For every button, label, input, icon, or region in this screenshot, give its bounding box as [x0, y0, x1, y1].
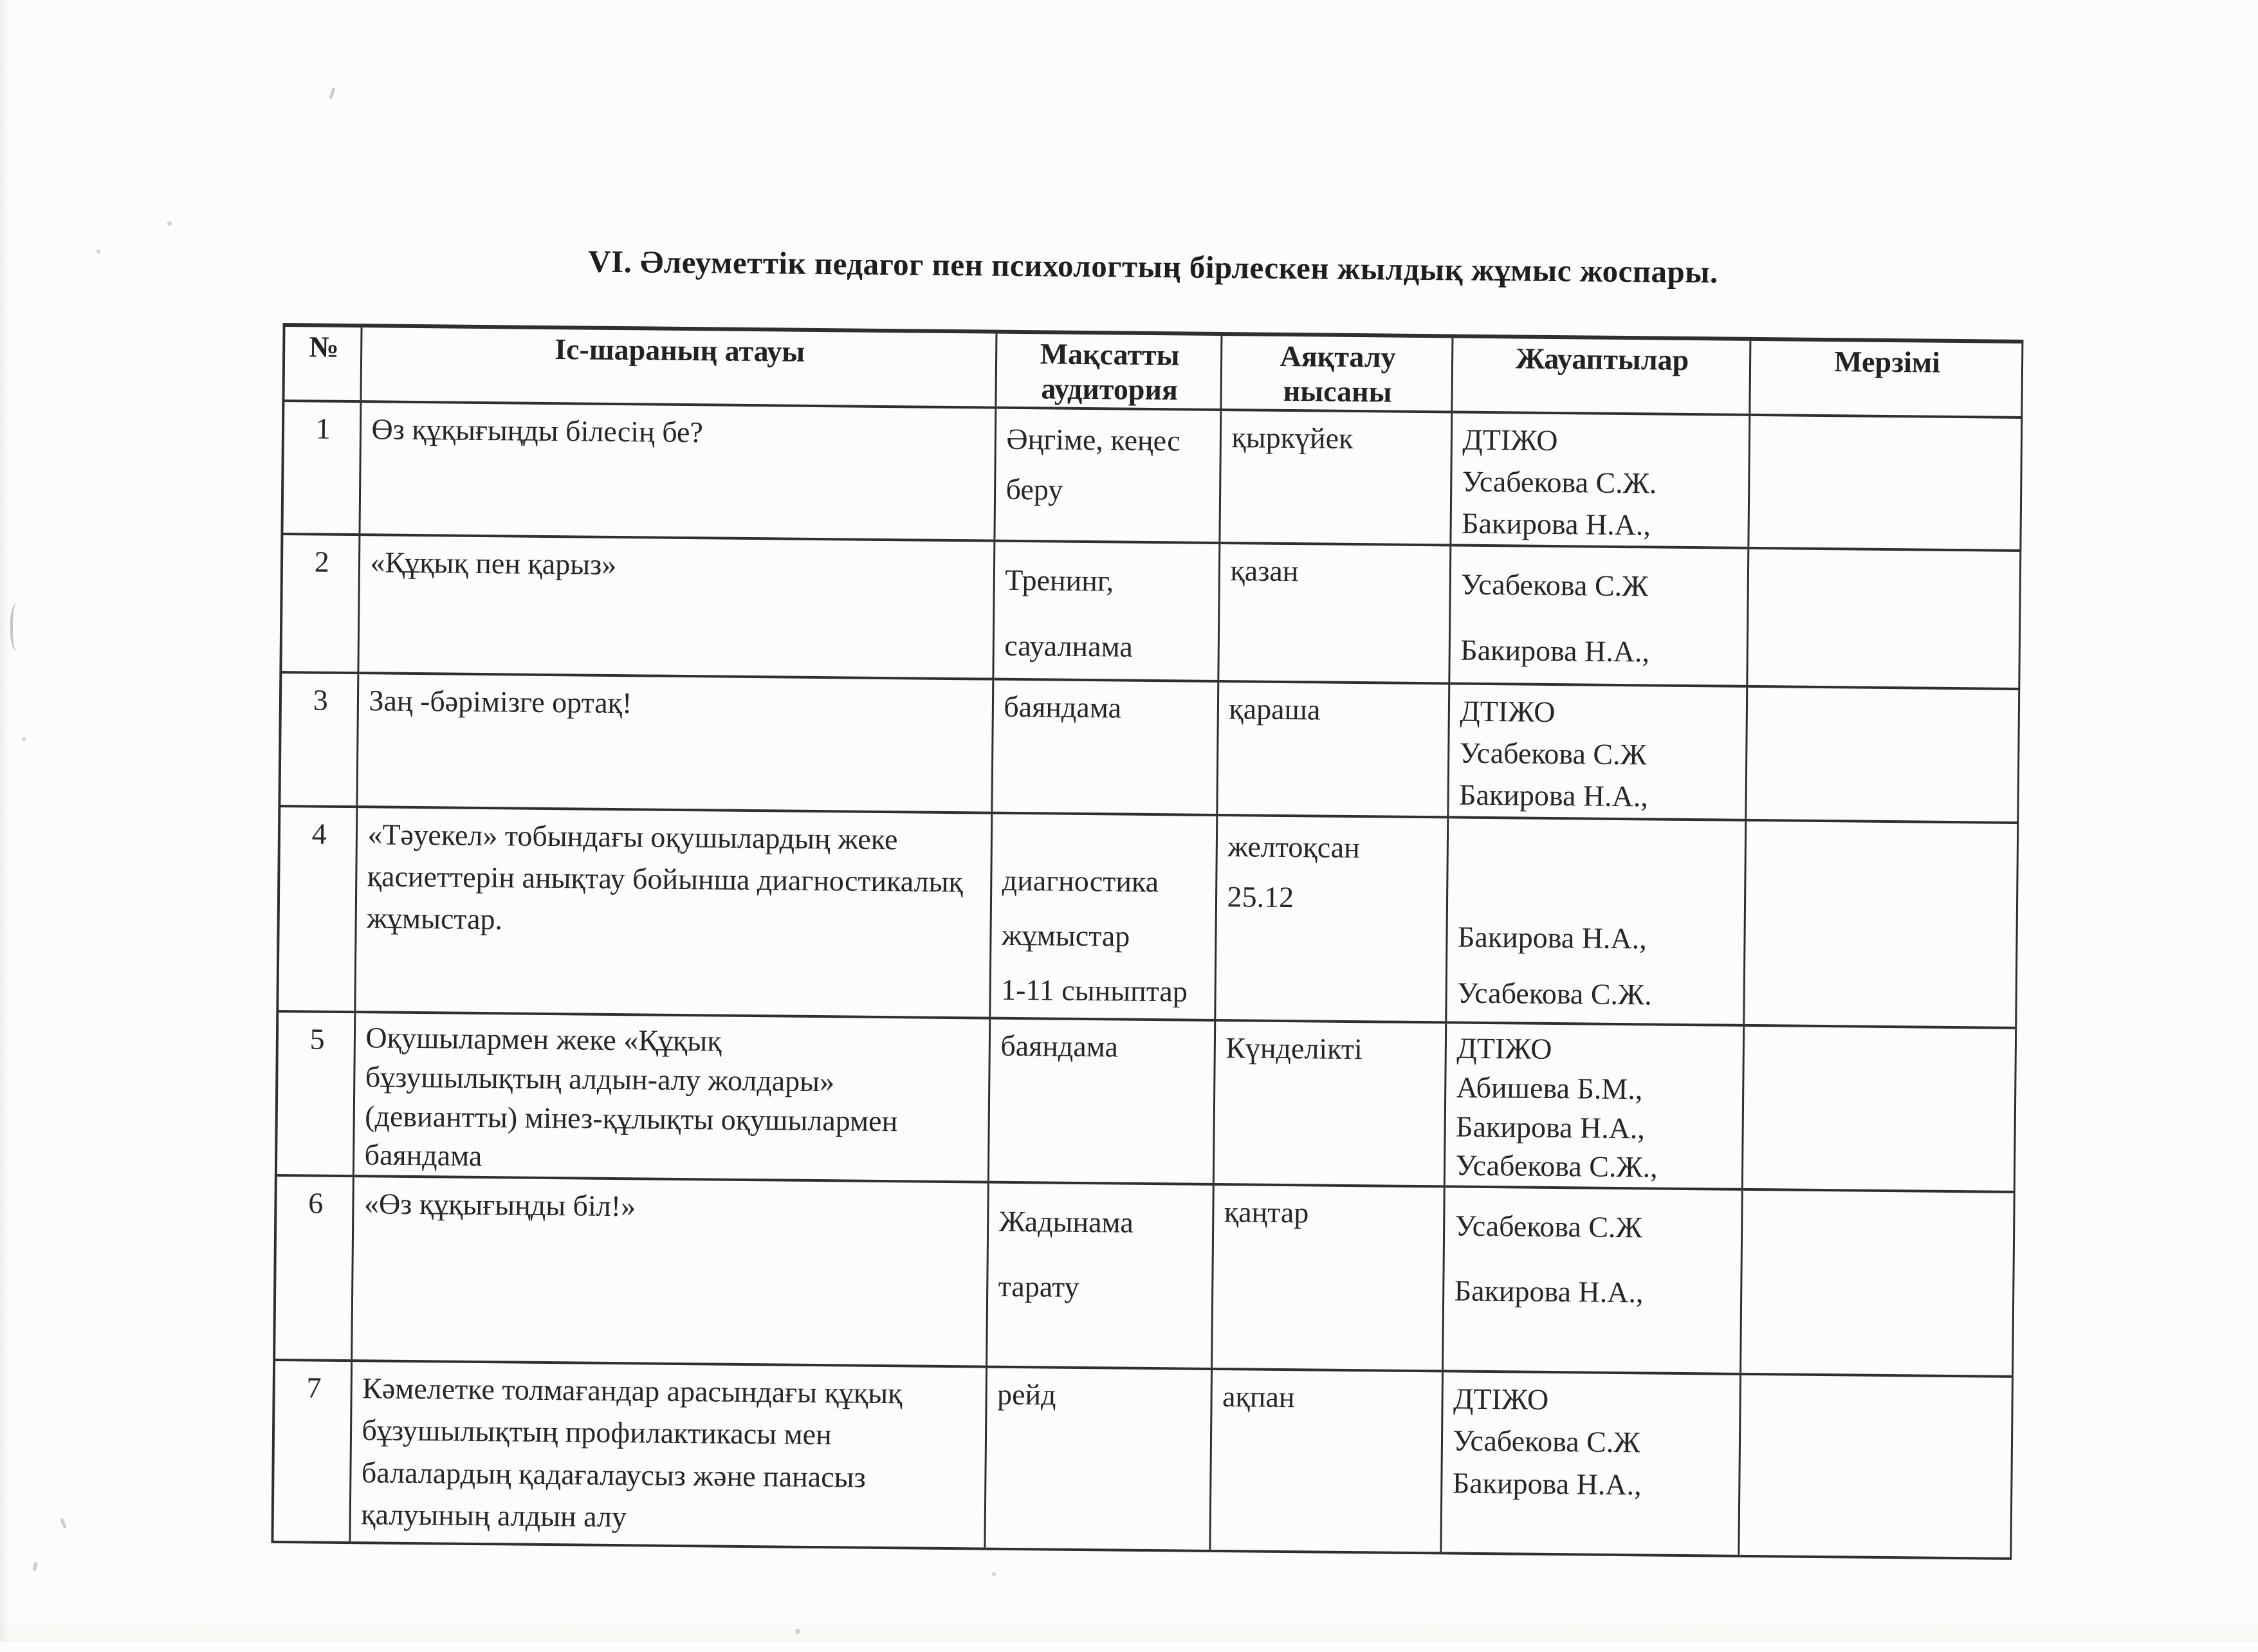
activity-name: Заң -бәрімізге ортақ! — [356, 673, 993, 812]
target-audience: баяндама — [988, 1018, 1215, 1184]
target-audience: Әңгіме, кеңес беру — [994, 407, 1220, 543]
row-number: 1 — [282, 401, 360, 535]
target-audience: диагностика жұмыстар 1-11 сыныптар — [989, 812, 1216, 1020]
activity-name: «Құқық пен қарыз» — [358, 535, 994, 679]
header-num: № — [283, 325, 361, 401]
row-number: 5 — [276, 1011, 354, 1176]
responsible-persons: ДТІЖО Абишева Б.М., Бакирова Н.А., Усабекова С.Ж., — [1444, 1022, 1743, 1189]
table-row — [282, 401, 2021, 551]
term-cell — [1743, 820, 2017, 1028]
term-cell — [1748, 414, 2021, 551]
responsible-persons: ДТІЖО Усабекова С.Ж. Бакирова Н.А., — [1450, 412, 1749, 548]
activity-name: «Өз құқығыңды біл!» — [351, 1176, 988, 1366]
header-audience: Мақсатты аудитория — [995, 332, 1221, 410]
row-number: 4 — [277, 806, 356, 1012]
page-title: VI. Әлеуметтік педагог пен психологтың бірлескен жылдық жұмыс жоспары. — [587, 243, 1719, 290]
activity-name: Оқушылармен жеке «Құқық бұзушылықтың алдын-алу жолдары» (девиантты) мінез-құлықты оқушылармен баяндама — [353, 1012, 989, 1182]
header-name: Іс-шараның атауы — [360, 326, 996, 407]
table-row — [272, 1360, 2012, 1559]
header-responsible: Жауаптылар — [1451, 336, 1750, 414]
row-number: 7 — [272, 1360, 351, 1543]
target-audience: рейд — [984, 1367, 1211, 1551]
responsible-persons: Усабекова С.Ж Бакирова Н.А., — [1449, 546, 1748, 686]
completion-form: Күнделікті — [1213, 1020, 1446, 1186]
responsible-persons: ДТІЖО Усабекова С.Ж Бакирова Н.А., — [1440, 1371, 1740, 1556]
target-audience: Тренинг, сауалнама — [993, 541, 1219, 681]
completion-form: қазан — [1218, 543, 1450, 683]
table-row — [276, 1011, 2015, 1192]
row-number: 3 — [279, 672, 358, 807]
row-number: 2 — [280, 534, 359, 673]
header-form: Аяқталу нысаны — [1220, 334, 1452, 412]
completion-form: қыркүйек — [1219, 410, 1451, 546]
activity-name: Өз құқығыңды білесің бе? — [359, 401, 995, 541]
term-cell — [1738, 1374, 2012, 1559]
activity-name: Кәмелетке толмағандар арасындағы құқық бұзушылықтың профилактикасы мен балалардың қадағалаусыз және панасыз қалуының алдын алу — [349, 1361, 986, 1548]
completion-form: ақпан — [1209, 1369, 1442, 1553]
term-cell — [1742, 1025, 2015, 1192]
table-row — [274, 1175, 2014, 1377]
table-row — [279, 672, 2019, 823]
table-row — [280, 534, 2020, 688]
responsible-persons: ДТІЖО Усабекова С.Ж Бакирова Н.А., — [1447, 683, 1747, 820]
activity-name: «Тәуекел» тобындағы оқушылардың жеке қасиеттерін анықтау бойынша диагностикалық жұмыстар. — [354, 807, 991, 1018]
table-row — [277, 806, 2017, 1028]
completion-form: желтоқсан 25.12 — [1215, 815, 1447, 1023]
completion-form: қаңтар — [1211, 1184, 1444, 1371]
header-term: Мерзімі — [1749, 339, 2022, 418]
completion-form: қараша — [1216, 681, 1449, 817]
responsible-persons: Бакирова Н.А., Усабекова С.Ж. — [1446, 817, 1745, 1025]
target-audience: Жадынама тарату — [986, 1182, 1213, 1369]
term-cell — [1747, 548, 2020, 688]
term-cell — [1740, 1189, 2014, 1377]
term-cell — [1745, 686, 2019, 823]
responsible-persons: Усабекова С.Ж Бакирова Н.А., — [1442, 1186, 1742, 1373]
work-plan-table — [271, 323, 2023, 1560]
row-number: 6 — [274, 1175, 353, 1361]
target-audience: баяндама — [991, 679, 1218, 814]
